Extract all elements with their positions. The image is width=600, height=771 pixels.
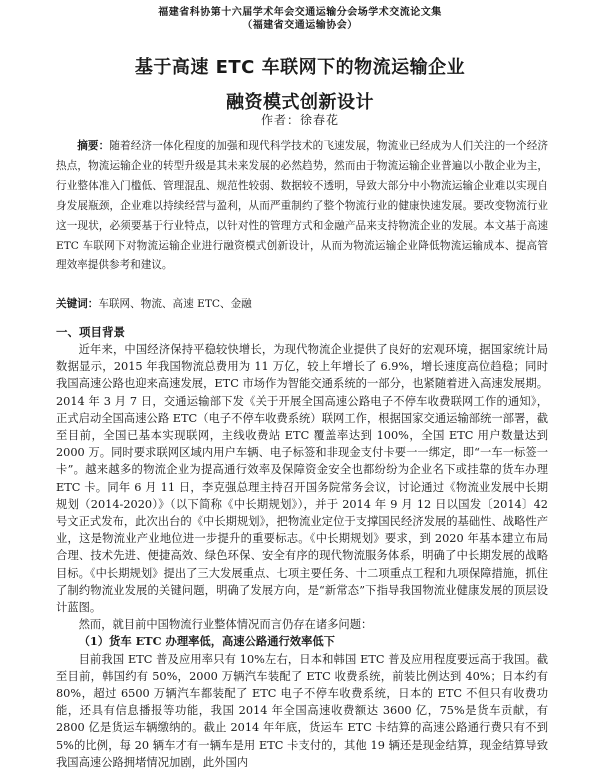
body-paragraph: 近年来，中国经济保持平稳较快增长，为现代物流企业提供了良好的宏观环境，据国家统计局数据显示，2015 年我国物流总费用为 11 万亿，较上年增长了 6.9%，增长速度高位趋稳；同时我国高速公路也迎来高速发展，ETC 市场作为智能交通系统的一部分，也紧随着进入高速发展期。2014 年 3 月 7 日，交通运输部下发《关于开展全国高速公路电子不停车收费联网工作的通知》，正式启动全国高速公路 ETC（电子不停车收费系统）联网工作，根据国家交通运输部统一部署，截至目前，全国已基本实现联网，主线收费站 ETC 覆盖率达到 100%，全国 ETC 用户数量达到 2000 万。同时要求联网区域内用户车辆、电子标签和非现金支付卡要一一绑定，即“一车一标签一卡”。越来越多的物流企业为提高通行效率及保障资金安全也都纷纷为企业名下或挂靠的货车办理 ETC 卡。同年 6 月 11 日，李克强总理主持召开国务院常务会议，讨论通过《物流业发展中长期规划（2014-2020）》（以下简称《中长期规划》），并于 2014 年 9 月 12 日以国发〔2014〕42 号文正式发布，此次出台的《中长期规划》，把物流业定位于支撑国民经济发展的基础性、战略性产业，这是物流业产业地位进一步提升的重要标志。《中长期规划》要求，到 2020 年基本建立布局合理、技术先进、便捷高效、绿色环保、安全有序的现代物流服务体系，明确了中长期发展的战略目标。《中长期规划》提出了三大发展重点、七项主要任务、十二项重点工程和九项保障措施，抓住了制约物流业发展的关键问题，明确了发展方向，是“新常态”下指导我国物流业健康发展的顶层设计蓝图。 bbox=[56, 343, 548, 615]
keywords-label: 关键词： bbox=[56, 298, 99, 310]
abstract-label: 摘要： bbox=[77, 140, 110, 152]
abstract-text: 随着经济一体化程度的加强和现代科学技术的飞速发展，物流业已经成为人们关注的一个经济热点，物流运输企业的转型升级是其未来发展的必然趋势，然而由于物流运输企业普遍以小散企业为主，行业整体准入门槛低、管理混乱、规范性较弱、数据较不透明，导致大部分中小物流运输企业难以实现自身发展瓶颈，企业难以持续经营与盈利，从而严重制约了整个物流行业的健康快速发展。要改变物流行业这一现状，必须要基于行业特点，以针对性的管理方式和金融产品来支持物流企业的发展。本文基于高速 ETC 车联网下对物流运输企业进行融资模式创新设计，从而为物流运输企业降低物流运输成本、提高管理效率提供参考和建议。 bbox=[56, 140, 548, 272]
header-line-2: （福建省交通运输协会） bbox=[242, 20, 358, 31]
body-text bbox=[56, 341, 548, 771]
subheading: （1）货车 ETC 办理率低，高速公路通行效率低下 bbox=[78, 634, 335, 649]
section-heading: 一、项目背景 bbox=[56, 325, 125, 339]
keywords-text: 车联网、物流、高速 ETC、金融 bbox=[98, 298, 252, 310]
body-paragraph: 然而，就目前中国物流行业整体情况而言仍存在诸多问题： bbox=[78, 618, 373, 632]
keywords bbox=[56, 295, 548, 313]
running-header bbox=[0, 6, 600, 32]
paper-title-line-1: 基于高速 ETC 车联网下的物流运输企业 bbox=[134, 57, 466, 78]
paper-title-line-2: 融资模式创新设计 bbox=[226, 92, 374, 113]
body-paragraph: 目前我国 ETC 普及应用率只有 10%左右，日本和韩国 ETC 普及应用程度要远高于我国。截至目前，韩国约有 50%，2000 万辆汽车装配了 ETC 收费系统，前装比例达到 40%；日本约有 80%，超过 6500 万辆汽车都装配了 ETC 电子不停车收费系统，日本的 ETC 不但只有收费功能，还具有信息播报等功能，我国 2014 年全国高速收费额达 3600 亿，75%是货车贡献，有 2800 亿是货运车辆缴纳的。截止 2014 年年底，货运车 ETC 卡结算的高速公路通行费只有不到 5%的比例，每 20 辆车才有一辆车是用 ETC 卡支付的，其他 19 辆还是现金结算，现金结算导致我国高速公路拥堵情况加剧，此外国内 bbox=[56, 652, 548, 769]
abstract bbox=[56, 137, 548, 276]
author-line: 作者：徐春花 bbox=[260, 113, 339, 127]
header-line-1: 福建省科协第十六届学术年会交通运输分会场学术交流论文集 bbox=[158, 7, 442, 18]
